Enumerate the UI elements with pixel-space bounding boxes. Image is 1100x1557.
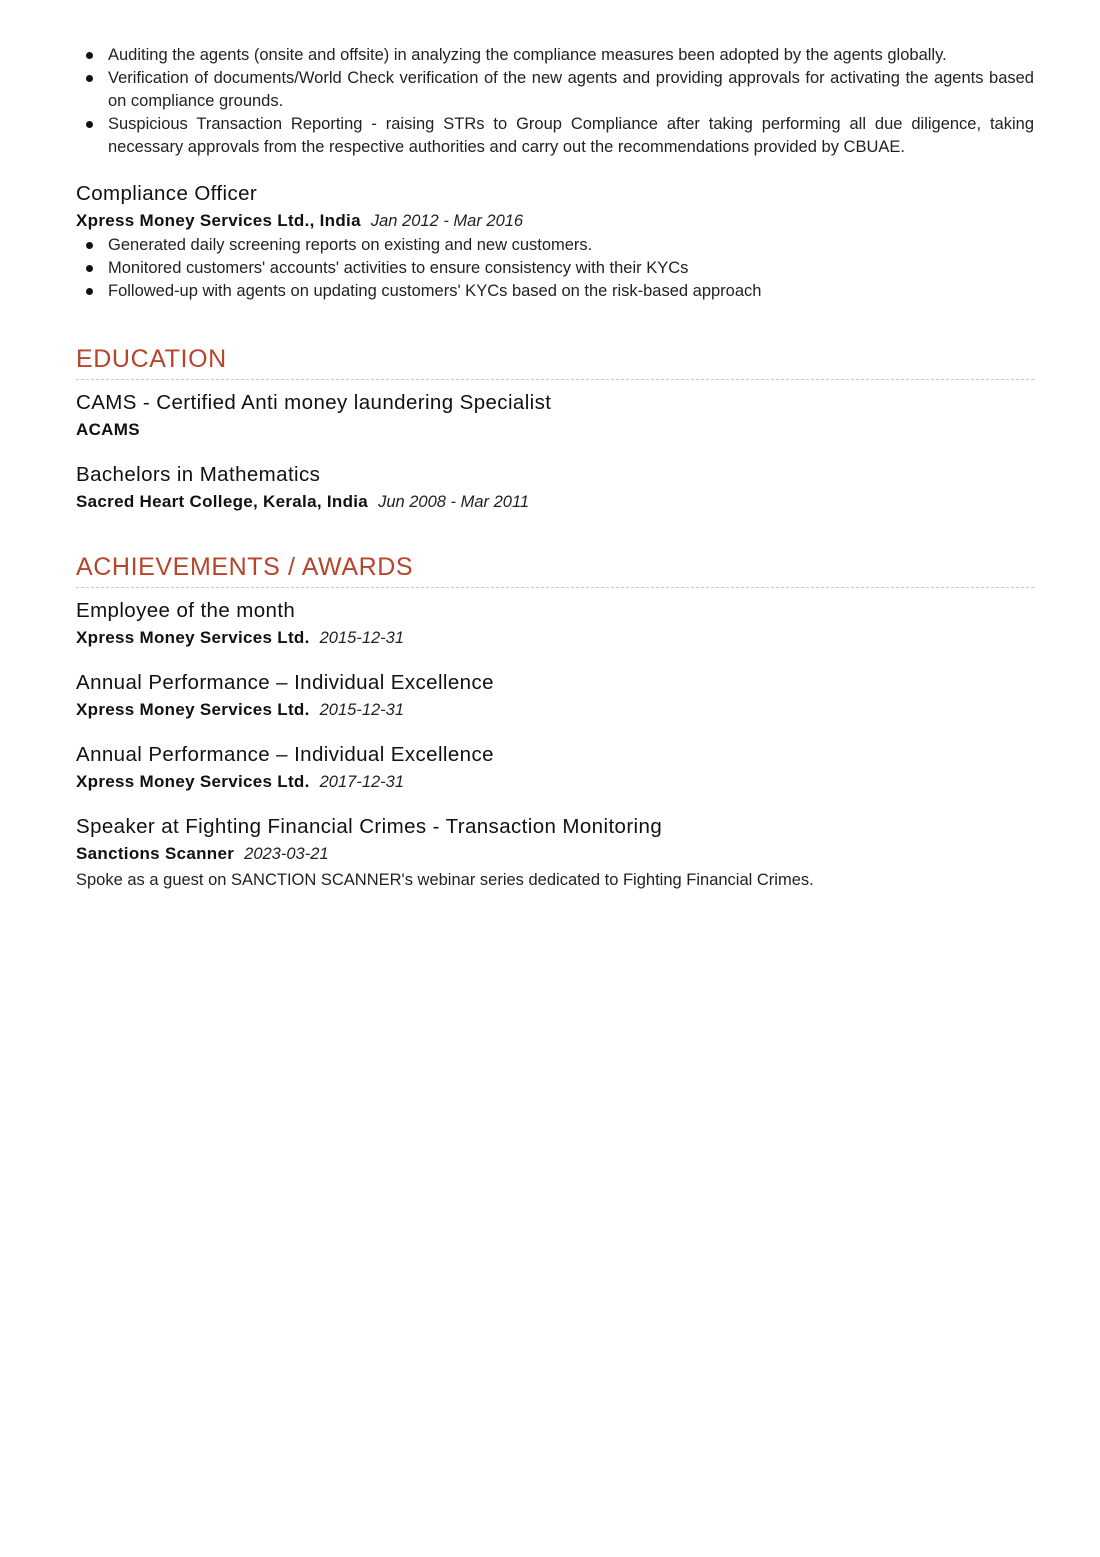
job-dates: Jan 2012 - Mar 2016 — [370, 212, 524, 230]
achievement-org: Xpress Money Services Ltd. — [76, 772, 310, 791]
achievement-title: Speaker at Fighting Financial Crimes - Transaction Monitoring — [76, 815, 663, 838]
education-title: Bachelors in Mathematics — [76, 463, 321, 486]
education-institution-line — [76, 417, 1034, 443]
bullet-dot-icon — [86, 288, 93, 295]
bullet-dot-icon — [86, 265, 93, 272]
achievement-date: 2023-03-21 — [244, 845, 329, 863]
achievement-entry — [76, 742, 1034, 795]
education-entry — [76, 462, 1034, 515]
job-compliance-officer — [76, 181, 1034, 303]
achievement-org: Sanctions Scanner — [76, 844, 235, 863]
achievement-date: 2017-12-31 — [319, 773, 405, 791]
education-heading: EDUCATION — [76, 343, 1034, 380]
job-bullets — [76, 234, 1034, 303]
education-institution: ACAMS — [76, 420, 140, 439]
achievement-description: Spoke as a guest on SANCTION SCANNER's webinar series dedicated to Fighting Financial Crimes. — [76, 871, 814, 889]
education-section — [76, 343, 1034, 515]
bullet-dot-icon — [86, 242, 93, 249]
bullet-item: Auditing the agents (onsite and offsite) in analyzing the compliance measures been adopted by the agents globally. — [76, 44, 1034, 67]
job-title: Compliance Officer — [76, 182, 258, 205]
bullet-item: Verification of documents/World Check verification of the new agents and providing approvals for activating the agents based on compliance grounds. — [76, 67, 1034, 113]
achievements-heading: ACHIEVEMENTS / AWARDS — [76, 551, 1034, 588]
job-company: Xpress Money Services Ltd., India — [76, 211, 361, 230]
achievement-org-line — [76, 697, 1034, 723]
education-institution-line — [76, 489, 1034, 515]
education-title: CAMS - Certified Anti money laundering Specialist — [76, 391, 552, 414]
education-institution: Sacred Heart College, Kerala, India — [76, 492, 369, 511]
education-entry — [76, 390, 1034, 443]
achievement-entry — [76, 670, 1034, 723]
achievement-org: Xpress Money Services Ltd. — [76, 700, 310, 719]
achievements-section — [76, 551, 1034, 892]
achievement-date: 2015-12-31 — [319, 701, 405, 719]
bullet-dot-icon — [86, 121, 93, 128]
achievement-org-line — [76, 625, 1034, 651]
achievement-title: Annual Performance – Individual Excellence — [76, 671, 494, 694]
bullet-item: Generated daily screening reports on existing and new customers. — [76, 234, 1034, 257]
achievement-date: 2015-12-31 — [319, 629, 405, 647]
achievement-org: Xpress Money Services Ltd. — [76, 628, 310, 647]
bullet-item: Followed-up with agents on updating customers' KYCs based on the risk-based approach — [76, 280, 1034, 303]
achievement-org-line — [76, 769, 1034, 795]
bullet-dot-icon — [86, 52, 93, 59]
bullet-item: Monitored customers' accounts' activities to ensure consistency with their KYCs — [76, 257, 1034, 280]
education-dates: Jun 2008 - Mar 2011 — [378, 493, 530, 511]
achievement-title: Annual Performance – Individual Excellence — [76, 743, 494, 766]
bullet-dot-icon — [86, 75, 93, 82]
job-company-line — [76, 208, 1034, 234]
achievement-org-line — [76, 841, 1034, 867]
achievement-title: Employee of the month — [76, 599, 296, 622]
previous-job-bullets — [76, 44, 1034, 159]
achievement-entry — [76, 814, 1034, 892]
achievement-entry — [76, 598, 1034, 651]
bullet-item: Suspicious Transaction Reporting - raising STRs to Group Compliance after taking performing all due diligence, taking necessary approvals from the respective authorities and carry out the recommendations provided by CBUAE. — [76, 113, 1034, 159]
resume-page — [76, 44, 1034, 911]
